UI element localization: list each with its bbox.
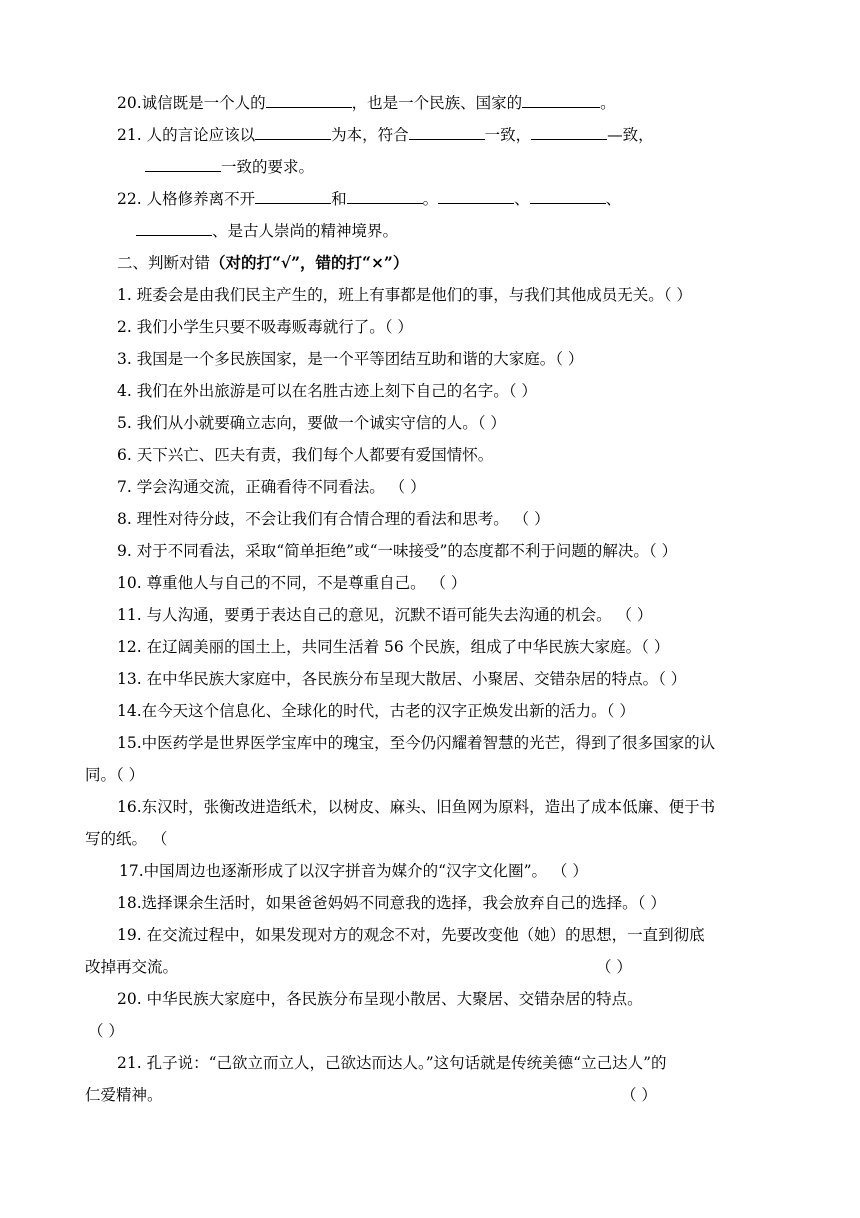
q22-text-e: 、 bbox=[605, 190, 622, 208]
judge-item-18: 18.选择课余生活时，如果爸爸妈妈不同意我的选择，我会放弃自己的选择。（ ） bbox=[117, 894, 666, 912]
judge-item-3: 3. 我国是一个多民族国家，是一个平等团结互助和谐的大家庭。（ ） bbox=[117, 350, 584, 368]
q22-text-d: 、 bbox=[514, 190, 530, 208]
judge-item-1: 1. 班委会是由我们民主产生的，班上有事都是他们的事，与我们其他成员无关。（ ） bbox=[117, 286, 692, 304]
q21-blank-3[interactable] bbox=[531, 125, 607, 140]
judge-item-17: 17.中国周边也逐渐形成了以汉字拼音为媒介的“汉字文化圈”。 （ ） bbox=[119, 862, 588, 880]
judge-item-9: 9. 对于不同看法，采取“简单拒绝”或“一味接受”的态度都不利于问题的解决。（ ） bbox=[117, 542, 678, 560]
q20-text-c: 。 bbox=[600, 94, 616, 112]
judge-item-8: 8. 理性对待分歧，不会让我们有合情合理的看法和思考。 （ ） bbox=[117, 510, 550, 528]
section-2-title bbox=[117, 253, 408, 273]
judge-item-21-answer: （ ） bbox=[621, 1086, 657, 1104]
q22-blank-3[interactable] bbox=[438, 189, 514, 204]
fill-question-21-line-1 bbox=[117, 125, 654, 145]
q20-text-b: ，也是一个民族、国家的 bbox=[351, 94, 523, 112]
fill-question-21-line-2 bbox=[145, 157, 314, 177]
judge-item-21-line-2: 仁爱精神。 bbox=[85, 1086, 163, 1104]
judge-item-12: 12. 在辽阔美丽的国土上，共同生活着 56 个民族，组成了中华民族大家庭。（ ） bbox=[117, 638, 670, 656]
q21-blank-4[interactable] bbox=[145, 157, 221, 172]
judge-item-7: 7. 学会沟通交流，正确看待不同看法。 （ ） bbox=[117, 478, 426, 496]
judge-item-16-line-1: 16.东汉时，张衡改进造纸术，以树皮、麻头、旧鱼网为原料，造出了成本低廉、便于书 bbox=[117, 798, 716, 816]
q22-blank-4[interactable] bbox=[530, 189, 606, 204]
fill-question-22-line-1 bbox=[117, 189, 621, 209]
q21-blank-1[interactable] bbox=[255, 125, 331, 140]
q21-text-a: 21. 人的言论应该以 bbox=[117, 126, 256, 144]
fill-question-22-line-2 bbox=[136, 221, 398, 241]
judge-item-14: 14.在今天这个信息化、全球化的时代，古老的汉字正焕发出新的活力。（ ） bbox=[117, 702, 635, 720]
judge-item-19-answer: （ ） bbox=[596, 958, 632, 976]
judge-item-20-answer: （ ） bbox=[88, 1022, 124, 1040]
q21-text-d: —致， bbox=[607, 126, 654, 144]
judge-item-5: 5. 我们从小就要确立志向，要做一个诚实守信的人。（ ） bbox=[117, 414, 506, 432]
judge-item-10: 10. 尊重他人与自己的不同，不是尊重自己。 （ ） bbox=[117, 574, 467, 592]
q22-text-f: 、 bbox=[212, 222, 228, 240]
section-2-title-plain: 二、判断对错 bbox=[117, 254, 211, 272]
judge-item-15-line-1: 15.中医药学是世界医学宝库中的瑰宝，至今仍闪耀着智慧的光芒，得到了很多国家的认 bbox=[117, 734, 716, 752]
q20-blank-1[interactable] bbox=[266, 93, 352, 108]
q21-text-b: 为本，符合 bbox=[331, 126, 409, 144]
q20-text-a: 20.诚信既是一个人的 bbox=[117, 94, 266, 112]
judge-item-16-line-2: 写的纸。 （ bbox=[85, 830, 168, 848]
judge-item-19-line-1: 19. 在交流过程中，如果发现对方的观念不对，先要改变他（她）的思想，一直到彻底 bbox=[117, 926, 705, 944]
q21-blank-2[interactable] bbox=[409, 125, 485, 140]
judge-item-11: 11. 与人沟通，要勇于表达自己的意见，沉默不语可能失去沟通的机会。 （ ） bbox=[117, 606, 653, 624]
judge-item-21-line-1: 21. 孔子说：“己欲立而立人，己欲达而达人。”这句话就是传统美德“立己达人”的 bbox=[117, 1054, 667, 1072]
q20-blank-2[interactable] bbox=[522, 93, 600, 108]
q22-blank-1[interactable] bbox=[255, 189, 331, 204]
q21-text-e: 一致的要求。 bbox=[221, 158, 315, 176]
judge-item-15-line-2: 同。（ ） bbox=[85, 766, 145, 784]
q21-text-c: 一致， bbox=[484, 126, 532, 144]
judge-item-13: 13. 在中华民族大家庭中，各民族分布呈现大散居、小聚居、交错杂居的特点。（ ） bbox=[117, 670, 687, 688]
section-2-title-bold: （对的打“√”，错的打“×”） bbox=[210, 253, 409, 272]
q22-text-b: 和 bbox=[331, 190, 347, 208]
judge-item-19-line-2: 改掉再交流。 bbox=[85, 958, 179, 976]
q22-text-a: 22. 人格修养离不开 bbox=[117, 190, 256, 208]
judge-item-2: 2. 我们小学生只要不吸毒贩毒就行了。（ ） bbox=[117, 318, 413, 336]
q22-text-c: 。 bbox=[422, 190, 439, 208]
fill-question-20 bbox=[117, 93, 616, 113]
judge-item-6: 6. 天下兴亡、匹夫有责，我们每个人都要有爱国情怀。 bbox=[117, 446, 494, 464]
q22-blank-5[interactable] bbox=[136, 221, 212, 236]
q22-blank-2[interactable] bbox=[347, 189, 423, 204]
judge-item-20: 20. 中华民族大家庭中，各民族分布呈现小散居、大聚居、交错杂居的特点。 bbox=[117, 990, 643, 1008]
judge-item-4: 4. 我们在外出旅游是可以在名胜古迹上刻下自己的名字。（ ） bbox=[117, 382, 537, 400]
q22-text-g: 是古人崇尚的精神境界。 bbox=[227, 222, 399, 240]
